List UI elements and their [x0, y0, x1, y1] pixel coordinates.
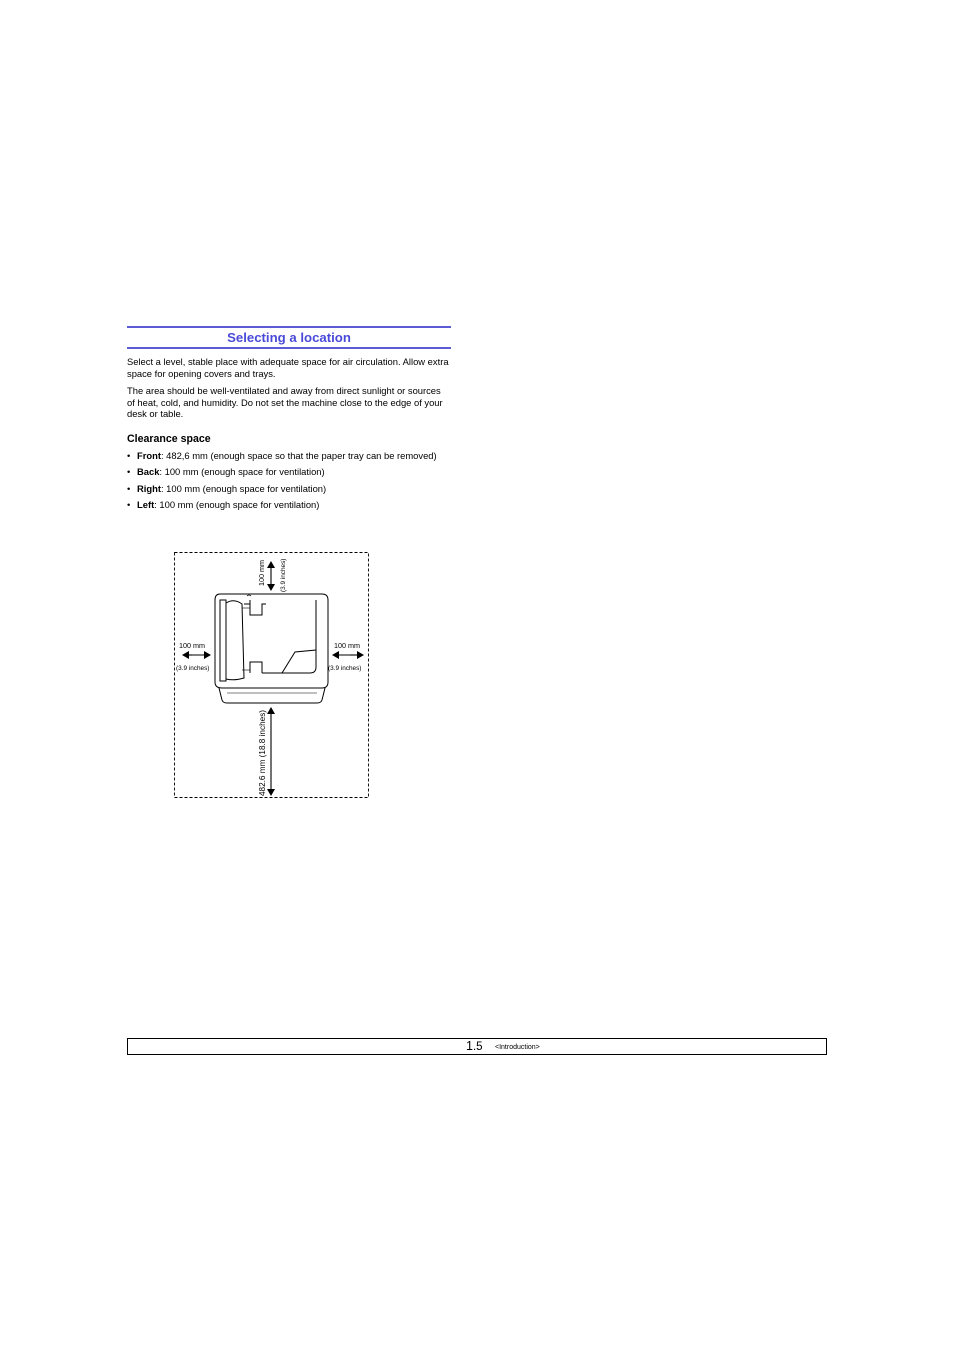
clearance-subheading: Clearance space: [127, 432, 211, 445]
chapter-label: <Introduction>: [495, 1044, 540, 1051]
back-mm-label: 100 mm: [257, 560, 266, 586]
bullet-term: Right: [137, 482, 161, 494]
bullet-text: : 100 mm (enough space for ventilation): [154, 499, 320, 511]
bullet-icon: •: [127, 499, 131, 511]
page-number-major: 1: [466, 1039, 473, 1053]
clearance-diagram: [170, 548, 375, 804]
bullet-text: : 100 mm (enough space for ventilation): [160, 482, 327, 494]
bullet-text: : 482,6 mm (enough space so that the paper tray can be removed): [160, 449, 437, 461]
list-item-front: [127, 450, 451, 462]
selecting-location-section: [127, 326, 451, 516]
bullet-term: Left: [137, 499, 155, 511]
bullet-icon: •: [127, 449, 131, 461]
bullet-term: Front: [137, 449, 161, 461]
section-title: Selecting a location: [227, 330, 351, 345]
bullet-term: Back: [137, 466, 160, 478]
intro-paragraph: Select a level, stable place with adequate space for air circulation. Allow extra space for opening covers and trays.: [127, 356, 449, 379]
list-item-right: [127, 483, 451, 495]
right-in-label: (3.9 inches): [328, 665, 362, 672]
bullet-text: : 100 mm (enough space for ventilation): [159, 466, 325, 478]
bullet-icon: •: [127, 482, 131, 494]
list-item-left: [127, 499, 451, 511]
front-clearance-label: 482.6 mm (18.8 inches): [258, 709, 267, 796]
left-mm-label: 100 mm: [179, 641, 205, 650]
printer-icon: [215, 594, 328, 703]
bullet-icon: •: [127, 466, 131, 478]
ventilation-paragraph: The area should be well-ventilated and away from direct sunlight or sources of heat, cold, and humidity. Do not set the machine close to the edge of your desk or table.: [127, 385, 443, 420]
list-item-back: [127, 466, 451, 478]
right-mm-label: 100 mm: [334, 641, 360, 650]
back-in-label: (3.9 inches): [280, 558, 287, 592]
page-number: [466, 1040, 483, 1054]
page-number-minor: .5: [472, 1041, 483, 1053]
page-footer: [127, 1038, 827, 1055]
section-title-rule: [127, 326, 451, 349]
clearance-list: [127, 450, 451, 511]
left-in-label: (3.9 inches): [176, 665, 210, 672]
